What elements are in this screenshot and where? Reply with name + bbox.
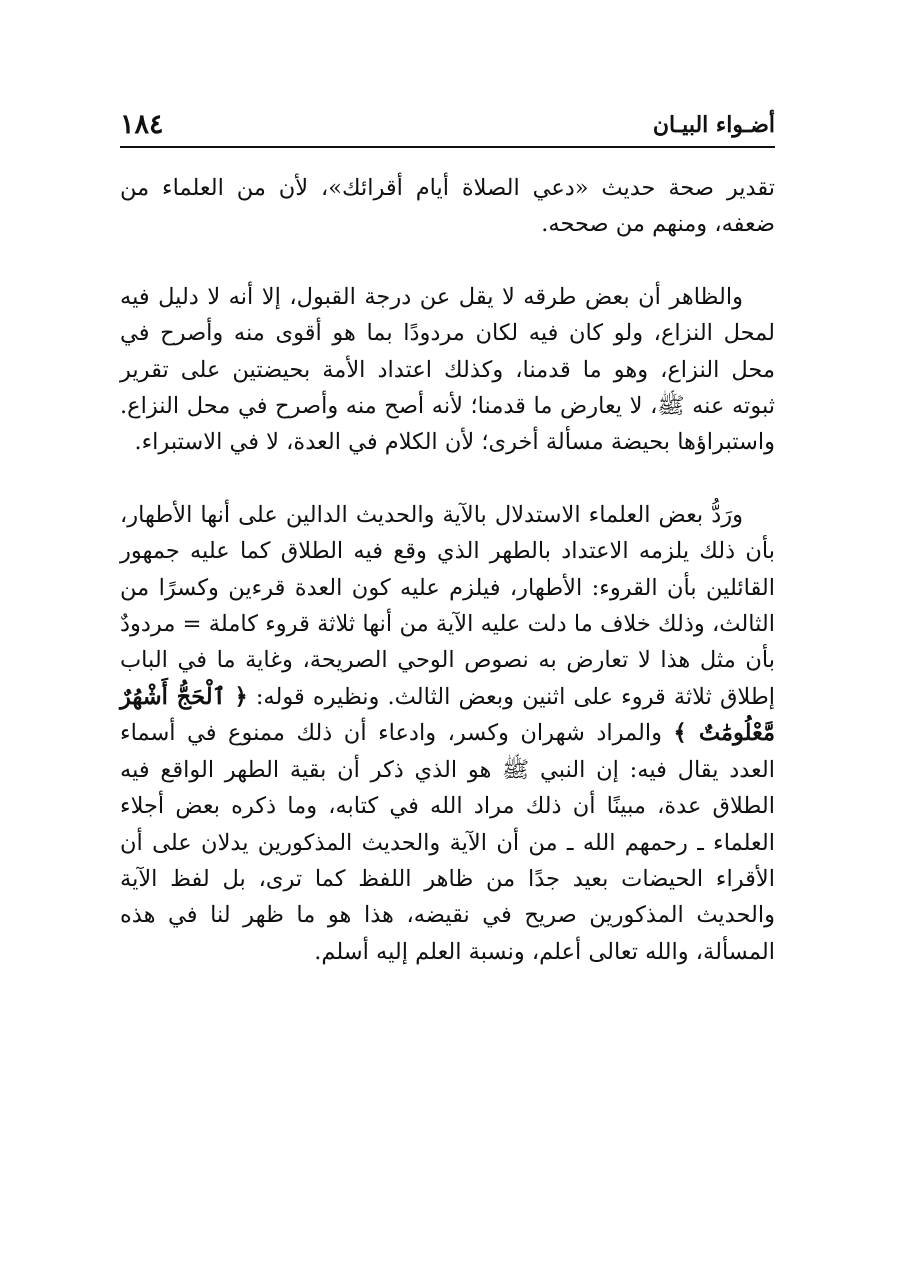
paragraph-refutation (120, 497, 775, 970)
refutation-text-after: والمراد شهران وكسر، وادعاء أن ذلك ممنوع في أسماء العدد يقال فيه: إن النبي ﷺ هو الذي ذكر أن بقية الطهر الواقع فيه الطلاق عدة، مبينًا أن ذلك مراد الله في كتابه، وما ذكره بعض أجلاء العلماء ـ رحمهم الله ـ من أن الآية والحديث المذكورين يدلان على أن الأقراء الحيضات بعيد جدًا من ظاهر اللفظ كما ترى، بل لفظ الآية والحديث المذكورين صريح في نقيضه، هذا هو ما ظهر لنا في هذه المسألة، والله تعالى أعلم، ونسبة العلم إليه أسلم. (120, 720, 775, 965)
refutation-text-before: ورَدُّ بعض العلماء الاستدلال بالآية والحديث الدالين على أنها الأطهار، بأن ذلك يلزمه الاعتداد بالطهر الذي وقع فيه الطلاق كما عليه جمهور القائلين بأن القروء: الأطهار، فيلزم عليه كون العدة قرءين وكسرًا من الثالث، وذلك خلاف ما دلت عليه الآية من أنها ثلاثة قروء كاملة = مردودٌ بأن مثل هذا لا تعارض به نصوص الوحي الصريحة، وغاية ما في الباب إطلاق ثلاثة قروء على اثنين وبعض الثالث. ونظيره قوله: (120, 501, 776, 710)
quran-verse: ﴿ ٱلْحَجُّ أَشْهُرٌ مَّعْلُومَٰتٌ ﴾ (120, 683, 775, 747)
paragraph-hadith-note: تقدير صحة حديث «دعي الصلاة أيام أقرائك»، لأن من العلماء من ضعفه، ومنهم من صححه. (120, 175, 775, 238)
page-body (120, 170, 775, 1006)
paragraph-discussion: والظاهر أن بعض طرقه لا يقل عن درجة القبول، إلا أنه لا دليل فيه لمحل النزاع، ولو كان فيه لكان مردودًا بما هو أقوى منه وأصرح في محل النزاع، وهو ما قدمنا، وكذلك اعتداد الأمة بحيضتين على تقرير ثبوته عنه ﷺ، لا يعارض ما قدمنا؛ لأنه أصح منه وأصرح في محل النزاع. واستبراؤها بحيضة مسألة أخرى؛ لأن الكلام في العدة، لا في الاستبراء. (120, 283, 775, 456)
running-title: أضـواء البيـان (652, 112, 775, 138)
page-header (120, 108, 775, 148)
page-number: ١٨٤ (120, 109, 164, 140)
